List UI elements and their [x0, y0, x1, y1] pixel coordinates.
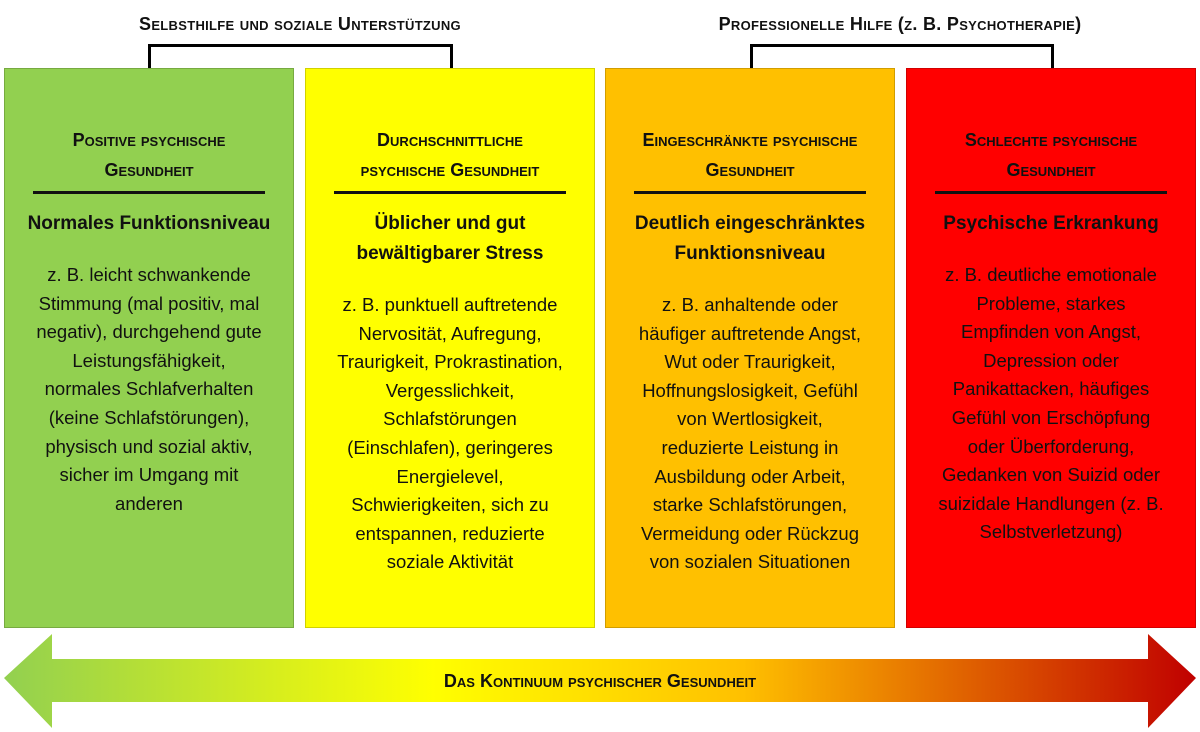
professional-help-group-label: Professionelle Hilfe (z. B. Psychotherapie)	[718, 14, 1082, 34]
self-help-bracket	[148, 44, 453, 70]
column-average-mental-health	[305, 68, 595, 628]
divider	[935, 191, 1167, 194]
column-subtitle: Psychische Erkrankung	[943, 213, 1159, 234]
column-description: z. B. deutliche emotionale Probleme, starkes Empfinden von Angst, Depression oder Panikattacken, häufiges Gefühl von Erschöpfung oder Überforderung, Gedanken von Suizid oder suizidale Handlungen (z. B. Selbstverletzung)	[938, 264, 1164, 543]
column-title: Durchschnittliche psychische Gesundheit	[360, 130, 540, 180]
column-title: Schlechte psychische Gesundheit	[964, 130, 1138, 180]
column-title: Eingeschränkte psychische Gesundheit	[642, 130, 858, 180]
divider	[334, 191, 566, 194]
column-description: z. B. punktuell auftretende Nervosität, Aufregung, Traurigkeit, Prokrastination, Vergesslichkeit, Schlafstörungen (Einschlafen), geringeres Energielevel, Schwierigkeiten, sich zu entspannen, reduzierte soziale Aktivität	[337, 294, 563, 573]
self-help-group-label: Selbsthilfe und soziale Unterstützung	[139, 14, 461, 34]
continuum-label: Das Kontinuum psychischer Gesundheit	[443, 671, 757, 691]
divider	[33, 191, 265, 194]
column-subtitle: Deutlich eingeschränktes Funktionsniveau	[634, 213, 866, 264]
column-positive-mental-health	[4, 68, 294, 628]
column-subtitle: Üblicher und gut bewältigbarer Stress	[356, 213, 544, 264]
divider	[634, 191, 866, 194]
column-description: z. B. anhaltende oder häufiger auftretende Angst, Wut oder Traurigkeit, Hoffnungslosigkeit, Gefühl von Wertlosigkeit, reduzierte Leistung in Ausbildung oder Arbeit, starke Schlafstörungen, Vermeidung oder Rückzug von sozialen Situationen	[638, 294, 862, 573]
column-poor-mental-health	[906, 68, 1196, 628]
professional-help-bracket	[750, 44, 1054, 70]
column-description: z. B. leicht schwankende Stimmung (mal positiv, mal negativ), durchgehend gute Leistungsfähigkeit, normales Schlafverhalten (keine Schlafstörungen), physisch und sozial aktiv, sicher im Umgang mit anderen	[36, 264, 262, 514]
column-impaired-mental-health	[605, 68, 895, 628]
column-title: Positive psychische Gesundheit	[72, 130, 226, 180]
column-subtitle: Normales Funktionsniveau	[27, 213, 271, 234]
